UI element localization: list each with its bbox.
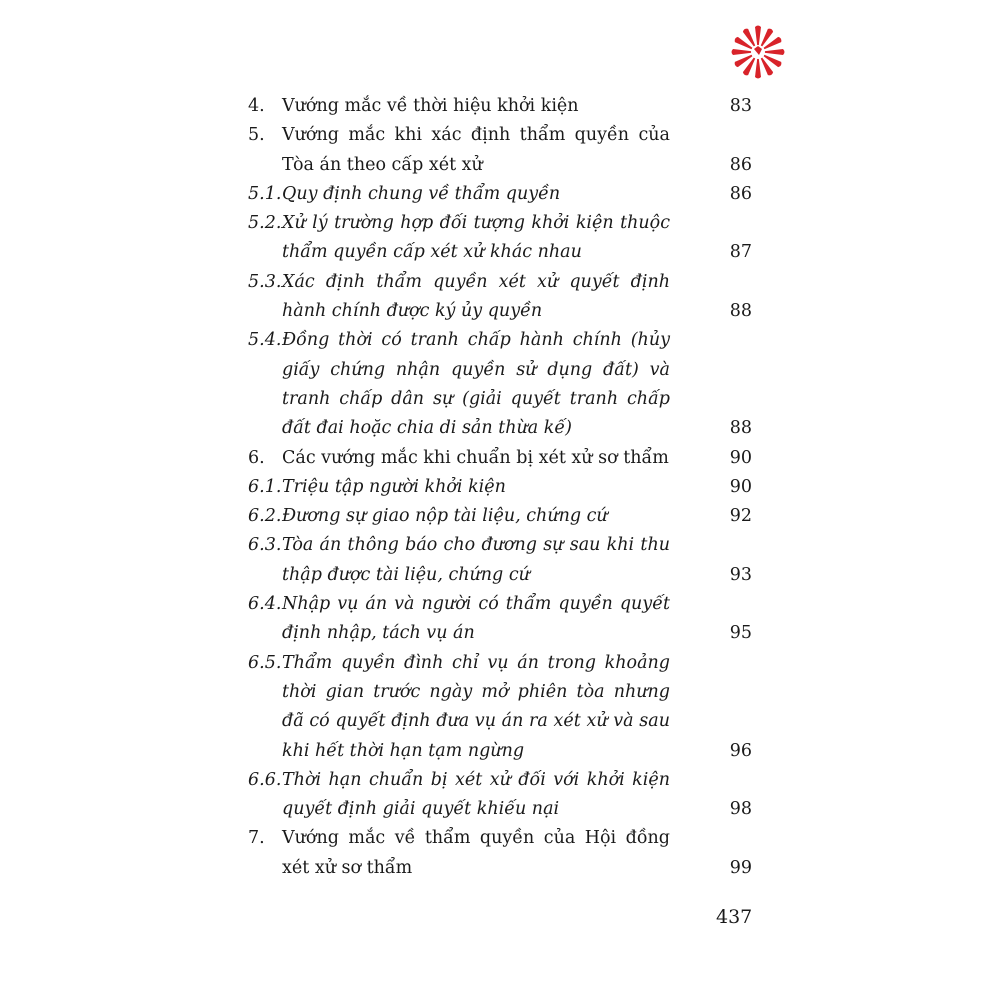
toc-entry xyxy=(248,766,758,825)
toc-entry-number: 6.5. xyxy=(248,652,282,673)
toc-entry-page: 98 xyxy=(729,799,752,820)
toc-entry-number: 5. xyxy=(248,125,265,146)
toc-entry-number: 6.6. xyxy=(248,769,282,790)
toc-entry xyxy=(248,268,758,327)
toc-entry-title: Quy định chung về thẩm quyền xyxy=(282,183,561,204)
toc-entry-page: 86 xyxy=(729,154,752,175)
toc-entry xyxy=(248,209,758,268)
toc-entry-page: 83 xyxy=(729,96,752,116)
toc-entry-page: 90 xyxy=(729,476,752,497)
toc-entry-page: 93 xyxy=(729,564,752,585)
toc-entry-number: 6.3. xyxy=(248,535,282,556)
toc-entry xyxy=(248,531,758,590)
toc-entry xyxy=(248,649,758,766)
toc-entry-number: 6.2. xyxy=(248,506,282,527)
toc-entry-number: 6.1. xyxy=(248,476,282,497)
toc-entry-title: Vướng mắc về thời hiệu khởi kiện xyxy=(282,96,579,116)
toc-entry-page: 88 xyxy=(729,418,752,439)
toc-entry xyxy=(248,444,758,473)
toc-entry-page: 99 xyxy=(729,857,752,878)
toc-entry-number: 7. xyxy=(248,828,265,849)
toc-entry xyxy=(248,121,758,180)
toc-entry-page: 92 xyxy=(729,506,752,527)
table-of-contents xyxy=(248,92,758,883)
toc-entry xyxy=(248,326,758,443)
toc-entry-page: 86 xyxy=(729,183,752,204)
toc-entry xyxy=(248,473,758,502)
toc-entry-title: Vướng mắc khi xác định thẩm quyền của Tòa án theo cấp xét xử xyxy=(282,125,670,175)
toc-entry xyxy=(248,502,758,531)
toc-entry xyxy=(248,824,758,883)
toc-entry-number: 6. xyxy=(248,447,265,468)
toc-entry xyxy=(248,180,758,209)
toc-entry-number: 4. xyxy=(248,96,265,116)
toc-entry-title: Đồng thời có tranh chấp hành chính (hủy giấy chứng nhận quyền sử dụng đất) và tranh chấp dân sự (giải quyết tranh chấp đất đai hoặc chia di sản thừa kế) xyxy=(282,330,670,439)
page-number: 437 xyxy=(716,906,753,928)
toc-entry-page: 90 xyxy=(729,447,752,468)
toc-entry-title: Thẩm quyền đình chỉ vụ án trong khoảng thời gian trước ngày mở phiên tòa nhưng đã có quyết định đưa vụ án ra xét xử và sau khi hết thời hạn tạm ngừng xyxy=(282,652,670,761)
toc-entry-number: 5.1. xyxy=(248,183,282,204)
toc-entry-number: 5.4. xyxy=(248,330,282,351)
toc-entry-title: Xử lý trường hợp đối tượng khởi kiện thuộc thẩm quyền cấp xét xử khác nhau xyxy=(282,213,670,263)
toc-entry-title: Thời hạn chuẩn bị xét xử đối với khởi kiện quyết định giải quyết khiếu nại xyxy=(282,769,670,820)
toc-entry-page: 95 xyxy=(729,623,752,644)
toc-entry-page: 88 xyxy=(729,301,752,322)
toc-entry xyxy=(248,590,758,649)
toc-entry-number: 6.4. xyxy=(248,594,282,615)
toc-entry-number: 5.2. xyxy=(248,213,282,234)
toc-entry-title: Xác định thẩm quyền xét xử quyết định hành chính được ký ủy quyền xyxy=(282,271,670,322)
toc-entry-number: 5.3. xyxy=(248,271,282,292)
toc-entry-title: Các vướng mắc khi chuẩn bị xét xử sơ thẩm xyxy=(282,447,669,468)
toc-entry-title: Vướng mắc về thẩm quyền của Hội đồng xét xử sơ thẩm xyxy=(282,828,670,878)
star-burst-logo-icon xyxy=(728,22,788,82)
toc-entry-title: Triệu tập người khởi kiện xyxy=(282,476,506,497)
toc-entry-title: Nhập vụ án và người có thẩm quyền quyết định nhập, tách vụ án xyxy=(282,594,670,644)
toc-entry-title: Đương sự giao nộp tài liệu, chứng cứ xyxy=(282,506,608,527)
toc-entry-page: 96 xyxy=(729,740,752,761)
toc-entry xyxy=(248,92,758,121)
toc-entry-title: Tòa án thông báo cho đương sự sau khi thu thập được tài liệu, chứng cứ xyxy=(282,535,670,585)
toc-entry-page: 87 xyxy=(729,242,752,263)
